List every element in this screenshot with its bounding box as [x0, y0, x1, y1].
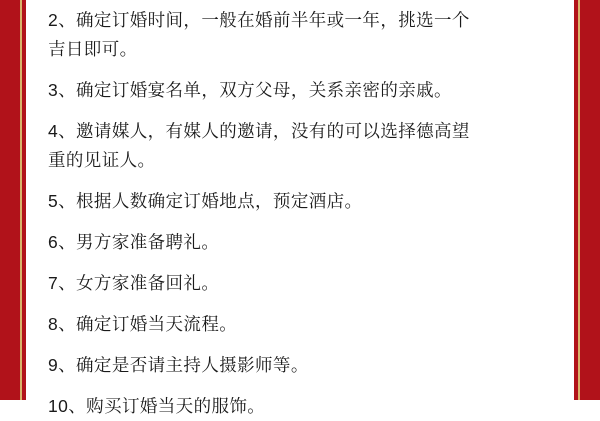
list-item	[48, 392, 552, 421]
list-item	[48, 310, 552, 339]
left-gold-rule-decoration	[20, 0, 22, 400]
list-item-line: 5、根据人数确定订婚地点，预定酒店。	[48, 191, 363, 211]
right-gold-rule-decoration	[578, 0, 580, 400]
list-item-line: 10、购买订婚当天的服饰。	[48, 396, 266, 416]
list-item	[48, 187, 552, 216]
list-item-line: 7、女方家准备回礼。	[48, 273, 220, 293]
list-item-line: 8、确定订婚当天流程。	[48, 314, 238, 334]
list-item	[48, 6, 552, 64]
list-item-line: 4、邀请媒人，有媒人的邀请，没有的可以选择德高望	[48, 121, 470, 141]
list-item	[48, 269, 552, 298]
list-item	[48, 351, 552, 380]
document-text-body	[26, 0, 574, 416]
list-item-line: 9、确定是否请主持人摄影师等。	[48, 355, 309, 375]
list-item-line: 2、确定订婚时间，一般在婚前半年或一年，挑选一个	[48, 10, 470, 30]
list-item	[48, 117, 552, 175]
list-item-line: 3、确定订婚宴名单，双方父母，关系亲密的亲戚。	[48, 80, 452, 100]
list-item-line: 6、男方家准备聘礼。	[48, 232, 220, 252]
list-item-line: 吉日即可。	[48, 39, 138, 59]
list-item	[48, 228, 552, 257]
list-item	[48, 76, 552, 105]
list-item-line: 重的见证人。	[48, 150, 156, 170]
